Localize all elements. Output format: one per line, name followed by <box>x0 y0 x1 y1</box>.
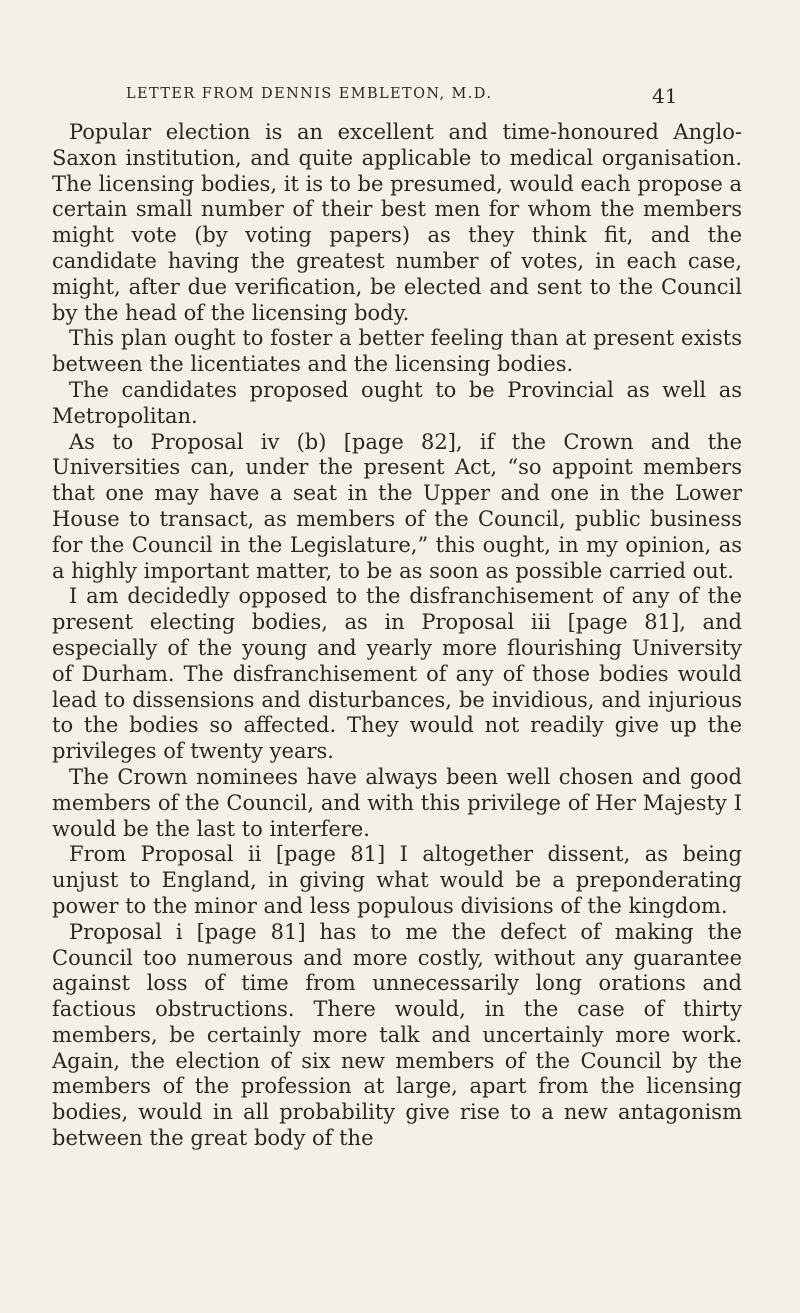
paragraph: This plan ought to foster a better feeling than at present exists between the licentiates and the licensing bodies. <box>52 326 742 377</box>
paragraph: The candidates proposed ought to be Provincial as well as Metropolitan. <box>52 377 742 428</box>
paragraph: Popular election is an excellent and time-honoured Anglo-Saxon institution, and quite applicable to medical organisation. The licensing bodies, it is to be presumed, would each propose a certain small number of their best men for whom the members might vote (by voting papers) as they think fit, and the candidate having the greatest number of votes, in each case, might, after due verification, be elected and sent to the Council by the head of the licensing body. <box>52 120 742 325</box>
body-text <box>52 120 742 1152</box>
running-header <box>0 84 800 108</box>
page-number: 41 <box>652 84 678 108</box>
paragraph: As to Proposal iv (b) [page 82], if the Crown and the Universities can, under the present Act, “so appoint members that one may have a seat in the Upper and one in the Lower House to transact, as members of the Council, public business for the Council in the Legislature,” this ought, in my opinion, as a highly important matter, to be as soon as possible carried out. <box>52 429 742 583</box>
paragraph: The Crown nominees have always been well chosen and good members of the Council, and with this privilege of Her Majesty I would be the last to interfere. <box>52 764 742 841</box>
paragraph: I am decidedly opposed to the disfranchisement of any of the present electing bodies, as in Proposal iii [page 81], and especially of the young and yearly more flourishing University of Durham. The disfranchisement of any of those bodies would lead to dissensions and disturbances, be invidious, and injurious to the bodies so affected. They would not readily give up the privileges of twenty years. <box>52 584 742 764</box>
paragraph: From Proposal ii [page 81] I altogether dissent, as being unjust to England, in giving what would be a preponderating power to the minor and less populous divisions of the kingdom. <box>52 842 742 918</box>
running-title: LETTER FROM DENNIS EMBLETON, M.D. <box>126 86 493 102</box>
paragraph: Proposal i [page 81] has to me the defect of making the Council too numerous and more costly, without any guarantee against loss of time from unnecessarily long orations and factious obstructions. There would, in the case of thirty members, be certainly more talk and uncertainly more work. Again, the election of six new members of the Council by the members of the profession at large, apart from the licensing bodies, would in all probability give rise to a new antagonism between the great body of the <box>52 919 742 1151</box>
